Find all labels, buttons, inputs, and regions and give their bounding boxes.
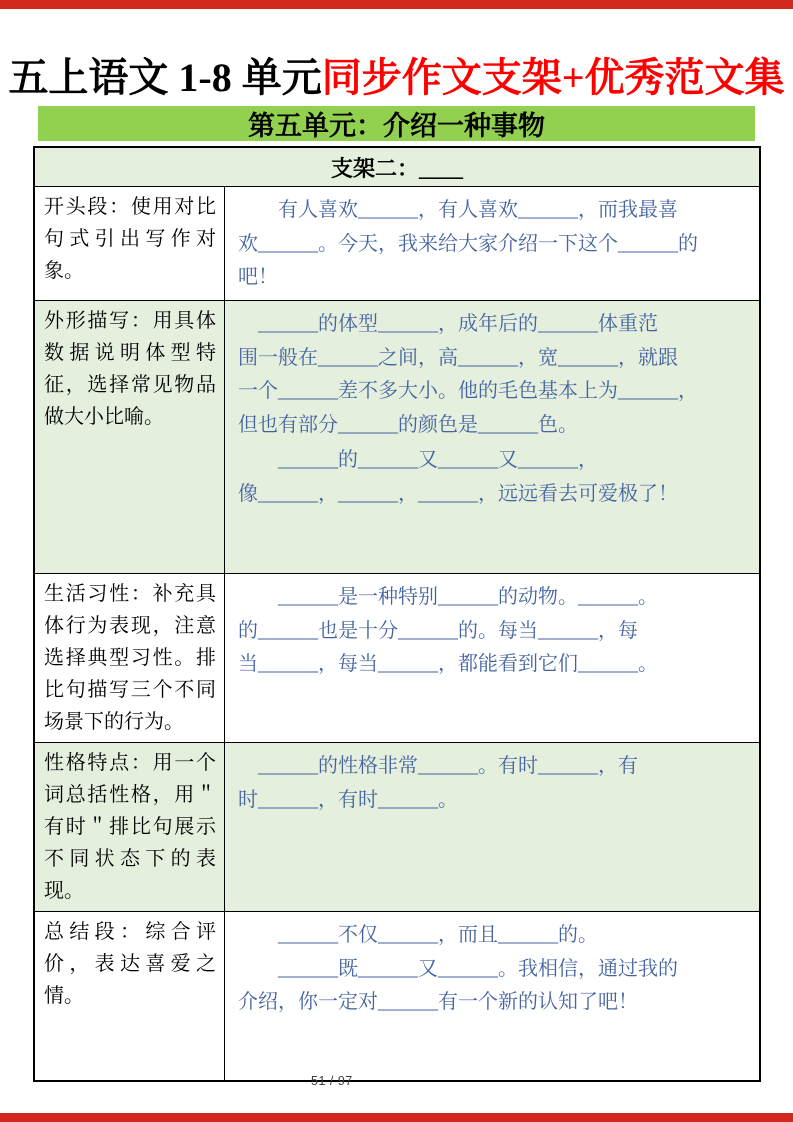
row-label-cell: 生活习性：补充具体行为表现，注意选择典型习性。排比句描写三个不同场景下的行为。	[35, 574, 225, 742]
row-label-cell: 开头段：使用对比句式引出写作对象。	[35, 187, 225, 300]
template-line: 但也有部分______的颜色是______色。	[238, 413, 578, 436]
row-template-cell	[225, 301, 759, 573]
page-number: 51 / 97	[311, 1074, 353, 1088]
top-red-bar	[0, 0, 793, 9]
template-line: 时______，有时______。	[238, 788, 458, 811]
template-line: ______的性格非常______。有时______，有	[238, 755, 638, 777]
page-title-black-text: 五上语文 1-8 单元	[8, 55, 322, 100]
template-line: ______的体型______，成年后的______体重范	[238, 313, 658, 335]
page-title-red-text: 同步作文支架+优秀范文集	[321, 55, 785, 100]
template-line: 有人喜欢______，有人喜欢______，而我最喜	[238, 199, 678, 221]
template-line: ______不仅______，而且______的。	[238, 924, 598, 946]
table-row-appearance	[35, 301, 759, 574]
template-line: 当______，每当______，都能看到它们______。	[238, 653, 658, 675]
template-line: 一个______差不多大小。他的毛色基本上为______，	[238, 380, 698, 402]
template-line: ______的______又______又______，	[238, 449, 598, 471]
template-line: 吧！	[238, 266, 278, 288]
template-line: 的______也是十分______的。每当______，每	[238, 619, 638, 642]
template-line: 像______，______，______，远远看去可爱极了！	[238, 482, 678, 505]
page-title	[0, 46, 793, 103]
row-label-cell: 总结段：综合评价，表达喜爱之情。	[35, 912, 225, 1080]
template-line: ______是一种特别______的动物。______。	[238, 586, 658, 608]
table-row-opening	[35, 187, 759, 301]
row-template-cell	[225, 574, 759, 742]
template-line: 欢______。今天，我来给大家介绍一下这个______的	[238, 232, 698, 255]
template-line: ______既______又______。我相信，通过我的	[238, 957, 678, 980]
table-row-conclusion	[35, 912, 759, 1080]
scaffold-header: 支架二：____	[35, 148, 759, 187]
row-label-cell: 外形描写：用具体数据说明体型特征，选择常见物品做大小比喻。	[35, 301, 225, 573]
scaffold-table	[33, 146, 761, 1082]
table-row-personality	[35, 743, 759, 912]
unit-banner: 第五单元：介绍一种事物	[38, 106, 755, 141]
template-line: 介绍，你一定对______有一个新的认知了吧！	[238, 991, 638, 1013]
template-line: 围一般在______之间，高______，宽______，就跟	[238, 346, 678, 369]
row-label-cell: 性格特点：用一个词总括性格，用＂有时＂排比句展示不同状态下的表现。	[35, 743, 225, 911]
table-row-habits	[35, 574, 759, 743]
bottom-red-bar	[0, 1113, 793, 1122]
row-template-cell	[225, 187, 759, 300]
row-template-cell	[225, 912, 759, 1080]
row-template-cell	[225, 743, 759, 911]
